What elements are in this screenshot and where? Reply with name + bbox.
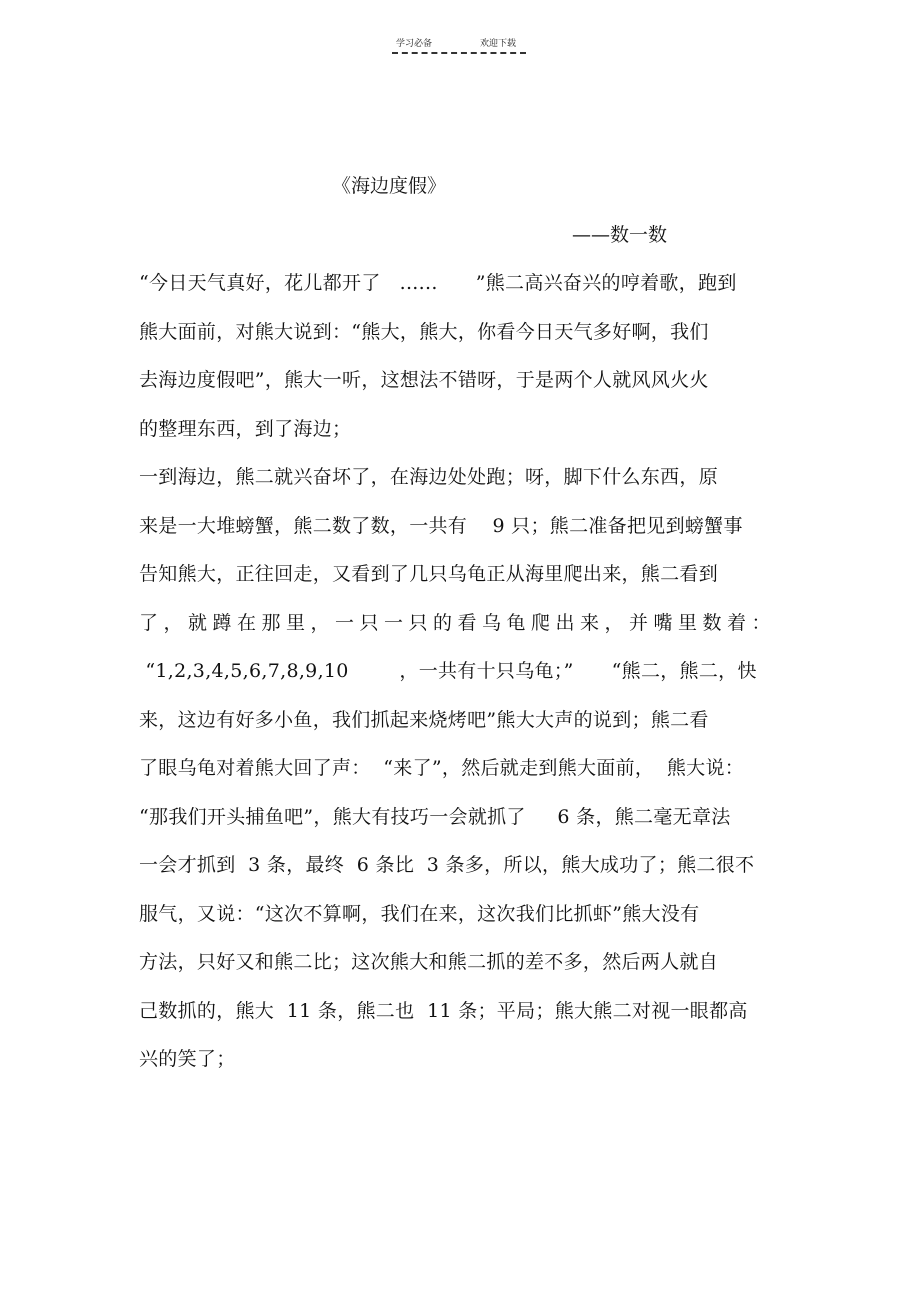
header-dashed-rule — [392, 52, 526, 54]
story-line: 了眼乌龟对着熊大回了声： “来了”，然后就走到熊大面前， 熊大说： — [139, 757, 745, 779]
story-line: 己数抓的，熊大 11 条，熊二也 11 条；平局；熊大熊二对视一眼都高 — [139, 999, 748, 1022]
page-header — [392, 38, 528, 60]
header-left-text: 学习必备 — [396, 39, 433, 49]
story-line: 来，这边有好多小鱼，我们抓起来烧烤吧”熊大大声的说到；熊二看 — [139, 708, 709, 731]
story-line: 兴的笑了； — [139, 1048, 236, 1070]
story-line: 熊大面前，对熊大说到：“熊大，熊大，你看今日天气多好啊，我们 — [139, 320, 709, 343]
story-title: 《海边度假》 — [332, 175, 447, 197]
story-body — [139, 268, 779, 1093]
story-line: 来是一大堆螃蟹，熊二数了数，一共有 9 只；熊二准备把见到螃蟹事 — [139, 514, 743, 537]
story-line: 去海边度假吧”，熊大一听，这想法不错呀，于是两个人就风风火火 — [139, 369, 709, 391]
story-line: “那我们开头捕鱼吧”，熊大有技巧一会就抓了 6 条，熊二毫无章法 — [139, 805, 731, 828]
story-line: 了，就蹲在那里，一只一只的看乌龟爬出来，并嘴里数着： — [139, 611, 777, 634]
story-line: 一会才抓到 3 条，最终 6 条比 3 条多，所以，熊大成功了；熊二很不 — [139, 854, 755, 876]
story-line: 服气，又说：“这次不算啊，我们在来，这次我们比抓虾”熊大没有 — [139, 902, 700, 925]
story-line: 的整理东西，到了海边； — [139, 417, 352, 440]
story-line: 一到海边，熊二就兴奋坏了，在海边处处跑；呀，脚下什么东西，原 — [139, 466, 719, 488]
story-line: 方法，只好又和熊二比；这次熊大和熊二抓的差不多，然后两人就自 — [139, 951, 719, 973]
story-line: 告知熊大，正往回走，又看到了几只乌龟正从海里爬出来，熊二看到 — [139, 563, 719, 585]
header-right-text: 欢迎下载 — [480, 39, 517, 49]
story-subtitle: ——数一数 — [572, 224, 668, 246]
story-line: “今日天气真好，花儿都开了 ...... ”熊二高兴奋兴的哼着歌，跑到 — [139, 272, 737, 294]
story-line: “1,2,3,4,5,6,7,8,9,10 ，一共有十只乌龟；” “熊二，熊二，快 — [139, 660, 757, 682]
